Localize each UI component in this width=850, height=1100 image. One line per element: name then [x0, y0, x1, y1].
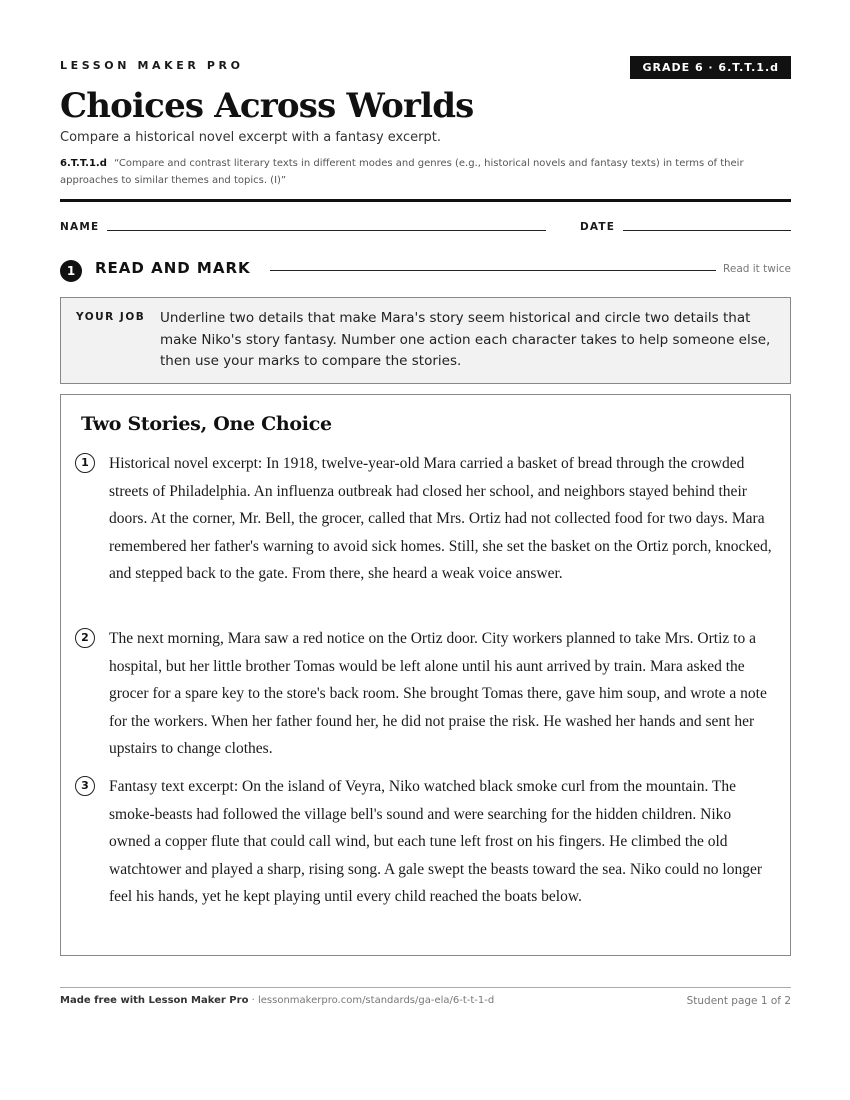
paragraph-text: Fantasy text excerpt: On the island of Veyra, Niko watched black smoke curl from the mountain. The smoke-beasts had followed the village bell's sound and were searching for the hidden children. Niko owned a copper flute that could call wind, but each tune left frost on his fingers. He climbed the old watchtower and played a sharp, rising song. A gale swept the beasts toward the sea. Niko could no longer feel his hands, yet he kept playing until every child reached the boats below. [109, 778, 762, 906]
job-label: YOUR JOB [76, 311, 146, 323]
brand-name: LESSON MAKER PRO [60, 59, 244, 72]
standard-code: 6.T.T.1.d [60, 158, 107, 169]
paragraph-number: 1 [75, 453, 95, 473]
section-note: Read it twice [723, 263, 791, 275]
section-rule [270, 270, 716, 271]
footer-page-number: Student page 1 of 2 [686, 995, 791, 1007]
footer-divider [60, 987, 791, 988]
story-title: Two Stories, One Choice [81, 413, 332, 435]
standard-text: “Compare and contrast literary texts in different modes and genres (e.g., historical novels and fantasy texts) in terms of their approaches to similar themes and topics. (I)” [60, 158, 744, 186]
date-label: DATE [580, 221, 616, 233]
standard-description [60, 155, 760, 189]
name-date-row [60, 219, 791, 235]
paragraph-text: The next morning, Mara saw a red notice on the Ortiz door. City workers planned to take Mrs. Ortiz to a hospital, but her little brother Tomas would be left alone until his aunt arrived by train. Mara asked the grocer for a spare key to the store's back room. She brought Tomas there, gave him soup, and wrote a note for the workers. When her father found her, he did not praise the risk. He washed her hands and sent her upstairs to change clothes. [109, 630, 767, 758]
section-title: READ AND MARK [95, 259, 251, 277]
job-text: Underline two details that make Mara's story seem historical and circle two details that make Niko's story fantasy. Number one action each character takes to help someone else, then use your marks to compare the stories. [160, 310, 771, 369]
page-subtitle: Compare a historical novel excerpt with a fantasy excerpt. [60, 130, 441, 145]
paragraph-number: 2 [75, 628, 95, 648]
date-line[interactable] [623, 230, 791, 231]
name-line[interactable] [107, 230, 546, 231]
story-box [60, 394, 791, 956]
section-header [60, 258, 791, 282]
page-title: Choices Across Worlds [60, 86, 474, 126]
worksheet-page [60, 0, 791, 1100]
section-number-badge: 1 [60, 260, 82, 282]
paragraph-number: 3 [75, 776, 95, 796]
paragraph-text: Historical novel excerpt: In 1918, twelve-year-old Mara carried a basket of bread through the crowded streets of Philadelphia. An influenza outbreak had closed her school, and neighbors stayed behind their doors. At the corner, Mr. Bell, the grocer, called that Mrs. Ortiz had not collected food for two days. Mara remembered her father's warning to avoid sick homes. Still, she set the basket on the Ortiz porch, knocked, and stepped back to the gate. From there, she heard a weak voice answer. [109, 455, 772, 583]
header-bar [60, 56, 791, 80]
name-label: NAME [60, 221, 100, 233]
footer-url[interactable]: · lessonmakerpro.com/standards/ga-ela/6-t-t-1-d [248, 995, 495, 1006]
footer-made-with: Made free with Lesson Maker Pro [60, 995, 249, 1006]
header-divider [60, 199, 791, 202]
job-instructions-box [60, 297, 791, 384]
footer-credit [60, 995, 494, 1006]
grade-badge: GRADE 6 · 6.T.T.1.d [630, 56, 791, 79]
